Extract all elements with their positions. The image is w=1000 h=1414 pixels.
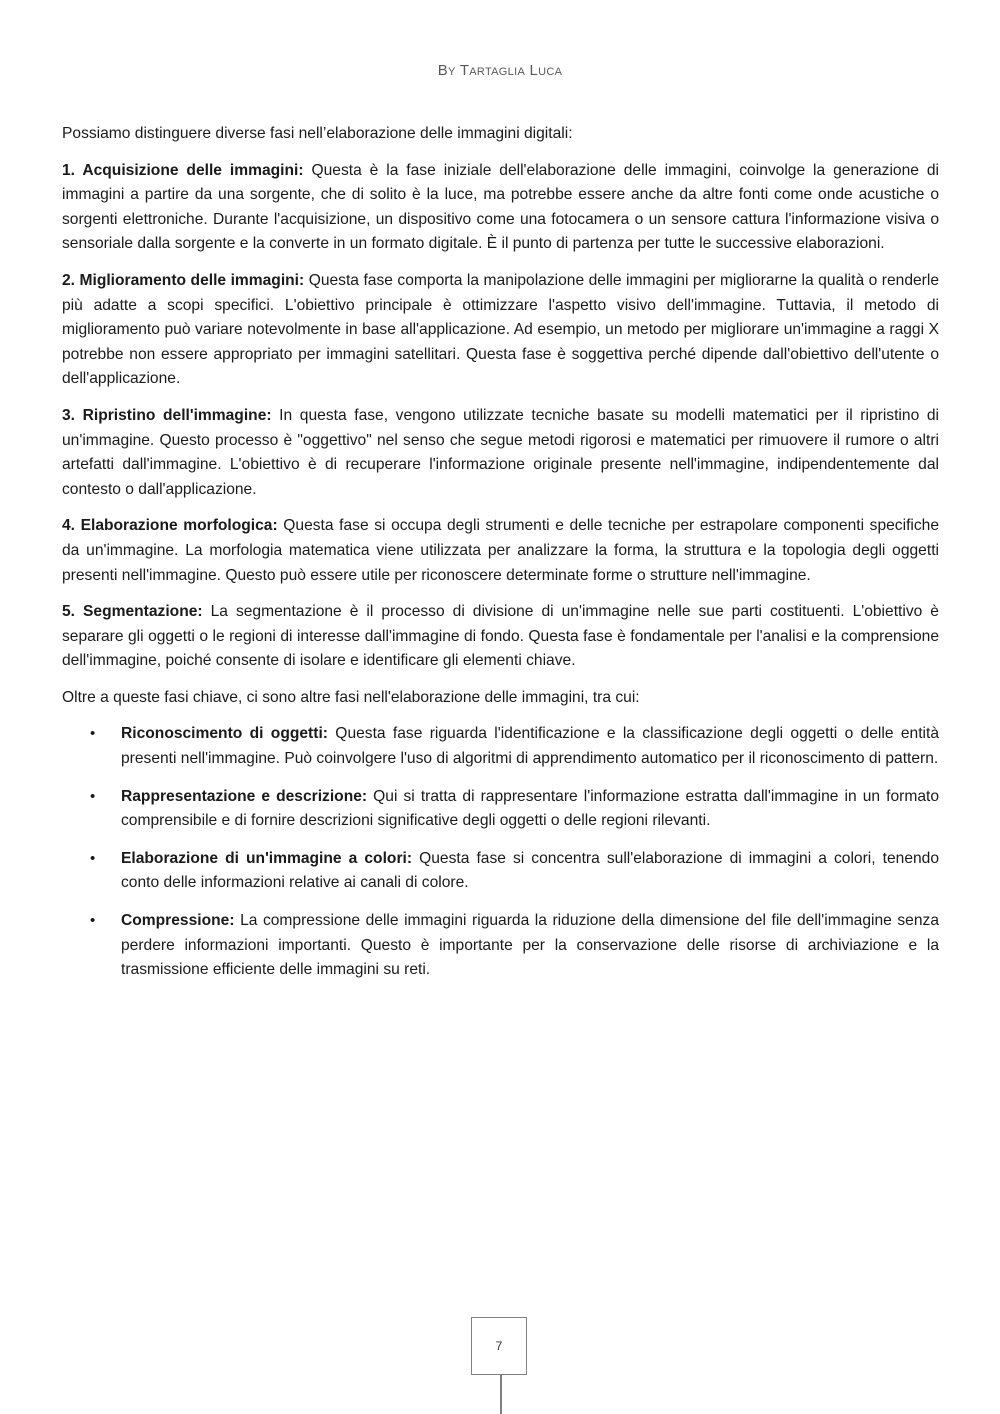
bullet-title: Rappresentazione e descrizione: — [121, 787, 368, 805]
phase-paragraph — [62, 404, 939, 502]
phase-title: 1. Acquisizione delle immagini: — [62, 161, 304, 179]
phase-paragraph — [62, 159, 939, 257]
phase-title: 4. Elaborazione morfologica: — [62, 517, 278, 535]
phase-text: Questa è la fase iniziale dell'elaborazione delle immagini, coinvolge la generazione di immagini a partire da una sorgente, che di solito è la luce, ma potrebbe essere anche da altre fonti come onde acustiche o sorgenti elettroniche. Durante l'acquisizione, un dispositivo come una fotocamera o un sensore cattura l'informazione visiva o sensoriale dalla sorgente e la converte in un formato digitale. È il punto di partenza per tutte le successive elaborazioni. — [62, 161, 940, 253]
phase-text: La segmentazione è il processo di divisione di un'immagine nelle sue parti costituenti. L'obiettivo è separare gli oggetti o le regioni di interesse dall'immagine di fondo. Questa fase è fondamentale per l'analisi e la comprensione dell'immagine, poiché consente di isolare e identificare gli elementi chiave. — [62, 603, 939, 670]
bullet-icon: • — [90, 912, 96, 930]
list-item — [62, 785, 939, 834]
list-item — [62, 847, 939, 896]
intro-paragraph: Possiamo distinguere diverse fasi nell’elaborazione delle immagini digitali: — [62, 125, 573, 142]
bullet-title: Compressione: — [121, 912, 235, 930]
phase-title: 3. Ripristino dell'immagine: — [62, 406, 272, 424]
phase-paragraph — [62, 269, 939, 392]
list-item — [62, 909, 939, 983]
bullet-icon: • — [90, 787, 96, 805]
phase-text: Questa fase comporta la manipolazione delle immagini per migliorarne la qualità o renderle più adatte a scopi specifici. L'obiettivo principale è ottimizzare l'aspetto visivo dell'immagine. Tuttavia, il metodo di miglioramento può variare notevolmente in base all'applicazione. Ad esempio, un metodo per migliorare un'immagine a raggi X potrebbe non essere appropriato per immagini satellitari. Questa fase è soggettiva perché dipende dall'obiettivo dell'utente o dell'applicazione. — [62, 271, 939, 388]
bullet-text: Questa fase si concentra sull'elaborazione di immagini a colori, tenendo conto delle informazioni relative ai canali di colore. — [121, 849, 940, 892]
list-item — [62, 722, 939, 771]
bullet-text: Qui si tratta di rappresentare l'informazione estratta dall'immagine in un formato comprensibile e di fornire descrizioni significative degli oggetti o delle regioni rilevanti. — [121, 787, 939, 830]
other-phases-intro: Oltre a queste fasi chiave, ci sono altre fasi nell'elaborazione delle immagini, tra cui: — [62, 688, 640, 706]
bullet-title: Riconoscimento di oggetti: — [121, 725, 328, 743]
document-body — [62, 122, 939, 996]
page-number-line — [500, 1375, 502, 1414]
bullet-icon: • — [90, 849, 96, 867]
phase-paragraph — [62, 600, 939, 674]
bullet-text: La compressione delle immagini riguarda la riduzione della dimensione del file dell'immagine senza perdere informazioni importanti. Questo è importante per la conservazione delle risorse di archiviazione e la trasmissione efficiente delle immagini su reti. — [121, 912, 939, 979]
page-number: 7 — [495, 1339, 503, 1353]
bullet-icon: • — [90, 725, 96, 743]
bullet-text: Questa fase riguarda l'identificazione e la classificazione degli oggetti o delle entità presenti nell'immagine. Può coinvolgere l'uso di algoritmi di apprendimento automatico per il riconoscimento di pattern. — [121, 725, 939, 768]
phase-paragraph — [62, 514, 939, 588]
page-number-box — [471, 1317, 527, 1375]
bullet-title: Elaborazione di un'immagine a colori: — [121, 849, 413, 867]
phase-text: Questa fase si occupa degli strumenti e delle tecniche per estrapolare componenti specifiche da un'immagine. La morfologia matematica viene utilizzata per analizzare la forma, la struttura e la topologia degli oggetti presenti nell'immagine. Questo può essere utile per riconoscere determinate forme o strutture nell'immagine. — [62, 517, 940, 584]
page-header: By Tartaglia Luca — [437, 62, 563, 79]
phase-title: 5. Segmentazione: — [62, 603, 203, 621]
bullet-list — [62, 722, 939, 982]
phase-title: 2. Miglioramento delle immagini: — [62, 271, 305, 289]
phase-text: In questa fase, vengono utilizzate tecniche basate su modelli matematici per il ripristino di un'immagine. Questo processo è "oggettivo" nel senso che segue metodi rigorosi e matematici per rimuovere il rumore o altri artefatti dall'immagine. L'obiettivo è di recuperare l'informazione originale presente nell'immagine, indipendentemente dal contesto o dall'applicazione. — [62, 406, 939, 498]
